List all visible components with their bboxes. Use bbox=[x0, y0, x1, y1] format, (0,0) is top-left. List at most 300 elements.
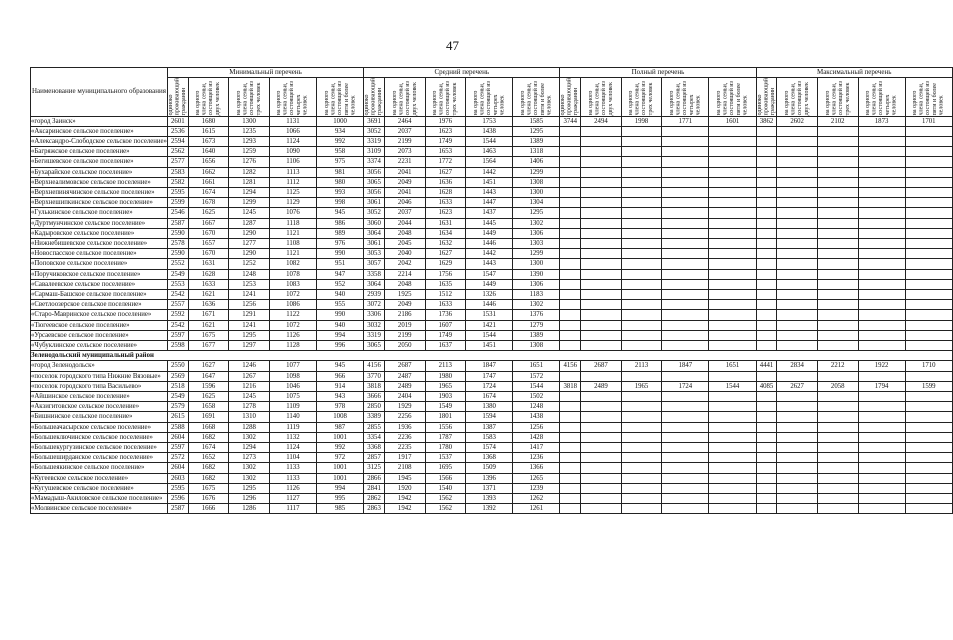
table-cell: 1594 bbox=[466, 412, 513, 422]
table-cell: 1236 bbox=[513, 453, 560, 463]
table-cell bbox=[817, 198, 858, 208]
column-header-label: на одного члена семьи, состоящей из трех человек bbox=[628, 81, 655, 116]
table-cell bbox=[756, 473, 777, 483]
table-cell bbox=[817, 259, 858, 269]
table-cell: 2596 bbox=[167, 494, 188, 504]
table-cell: 1647 bbox=[188, 371, 229, 381]
table-cell bbox=[817, 147, 858, 157]
table-cell: 1583 bbox=[466, 432, 513, 442]
table-cell: 1680 bbox=[188, 116, 229, 126]
table-cell: 2489 bbox=[581, 381, 622, 391]
table-cell: 1140 bbox=[269, 412, 316, 422]
table-cell: 2604 bbox=[167, 432, 188, 442]
table-cell bbox=[709, 228, 756, 238]
table-cell: 2214 bbox=[384, 269, 425, 279]
table-cell: 2049 bbox=[384, 300, 425, 310]
column-header bbox=[364, 78, 385, 116]
table-cell bbox=[756, 198, 777, 208]
table-cell: 1291 bbox=[229, 310, 270, 320]
table-cell bbox=[777, 187, 818, 197]
table-cell: 1674 bbox=[188, 443, 229, 453]
table-cell bbox=[858, 239, 905, 249]
table-cell bbox=[817, 218, 858, 228]
table-cell: 2587 bbox=[167, 218, 188, 228]
table-body bbox=[31, 116, 953, 514]
table-cell: 3064 bbox=[364, 279, 385, 289]
table-cell bbox=[662, 443, 709, 453]
table-cell: 1076 bbox=[269, 208, 316, 218]
table-cell: 4441 bbox=[756, 361, 777, 371]
table-cell bbox=[621, 279, 662, 289]
table-cell: 2236 bbox=[384, 432, 425, 442]
table-cell bbox=[756, 269, 777, 279]
table-cell: 1446 bbox=[466, 300, 513, 310]
table-cell bbox=[817, 473, 858, 483]
table-cell: 1277 bbox=[229, 239, 270, 249]
table-row bbox=[31, 259, 953, 269]
table-row bbox=[31, 290, 953, 300]
table-cell bbox=[756, 371, 777, 381]
table-cell bbox=[756, 218, 777, 228]
table-cell bbox=[621, 249, 662, 259]
table-cell bbox=[905, 126, 952, 136]
table-cell: 1540 bbox=[425, 483, 466, 493]
table-cell bbox=[581, 463, 622, 473]
table-cell bbox=[858, 473, 905, 483]
table-cell: 1428 bbox=[513, 432, 560, 442]
table-cell bbox=[662, 279, 709, 289]
table-cell bbox=[581, 126, 622, 136]
table-cell: 1625 bbox=[188, 208, 229, 218]
table-cell: 2862 bbox=[364, 494, 385, 504]
table-cell: 1245 bbox=[229, 208, 270, 218]
table-cell bbox=[560, 341, 581, 351]
table-cell bbox=[621, 269, 662, 279]
table-cell: 1601 bbox=[709, 116, 756, 126]
table-cell bbox=[581, 228, 622, 238]
table-cell: 1925 bbox=[384, 290, 425, 300]
table-cell: 3691 bbox=[364, 116, 385, 126]
table-cell: 2572 bbox=[167, 453, 188, 463]
table-cell: 4156 bbox=[560, 361, 581, 371]
table-cell: 2590 bbox=[167, 249, 188, 259]
table-cell bbox=[756, 279, 777, 289]
table-cell: 2855 bbox=[364, 422, 385, 432]
column-header bbox=[513, 78, 560, 116]
table-cell: 1121 bbox=[269, 228, 316, 238]
table-cell: 2040 bbox=[384, 249, 425, 259]
table-row bbox=[31, 300, 953, 310]
column-header-label: одиноко проживающий гражданин bbox=[560, 78, 580, 116]
table-cell bbox=[709, 279, 756, 289]
table-cell: 1290 bbox=[229, 249, 270, 259]
table-cell bbox=[858, 157, 905, 167]
table-cell: 1903 bbox=[425, 392, 466, 402]
table-cell: 1235 bbox=[229, 126, 270, 136]
table-cell: 1438 bbox=[466, 126, 513, 136]
group-header-minimal: Минимальный перечень bbox=[167, 68, 363, 78]
table-cell bbox=[709, 392, 756, 402]
table-row bbox=[31, 279, 953, 289]
table-cell bbox=[817, 269, 858, 279]
column-header bbox=[756, 78, 777, 116]
table-cell: 985 bbox=[317, 504, 364, 514]
table-cell bbox=[581, 320, 622, 330]
table-cell: 1297 bbox=[229, 341, 270, 351]
table-cell: 1124 bbox=[269, 443, 316, 453]
table-cell bbox=[817, 320, 858, 330]
table-cell bbox=[777, 177, 818, 187]
table-cell bbox=[905, 432, 952, 442]
table-row bbox=[31, 381, 953, 391]
municipality-name: «Бегишевское сельское поселение» bbox=[31, 157, 168, 167]
table-cell bbox=[560, 320, 581, 330]
table-cell bbox=[581, 432, 622, 442]
table-cell: 1965 bbox=[425, 381, 466, 391]
table-cell bbox=[817, 432, 858, 442]
table-cell: 1670 bbox=[188, 228, 229, 238]
table-cell bbox=[756, 259, 777, 269]
table-cell: 1437 bbox=[466, 208, 513, 218]
municipality-name: «Аксаринское сельское поселение» bbox=[31, 126, 168, 136]
table-cell: 1449 bbox=[466, 228, 513, 238]
table-cell bbox=[905, 290, 952, 300]
column-header-label: на одного члена семьи, состоящей из четырех человек bbox=[472, 81, 506, 116]
table-cell: 976 bbox=[317, 239, 364, 249]
column-header-label: одиноко проживающий гражданин bbox=[756, 78, 776, 116]
table-cell: 2687 bbox=[384, 361, 425, 371]
table-cell: 1326 bbox=[466, 290, 513, 300]
table-cell: 1256 bbox=[513, 422, 560, 432]
table-cell: 1119 bbox=[269, 422, 316, 432]
column-header bbox=[269, 78, 316, 116]
table-cell bbox=[756, 310, 777, 320]
table-row bbox=[31, 371, 953, 381]
table-cell bbox=[560, 167, 581, 177]
table-cell: 1129 bbox=[269, 198, 316, 208]
column-header bbox=[905, 78, 952, 116]
table-cell: 1109 bbox=[269, 402, 316, 412]
table-cell: 1293 bbox=[229, 136, 270, 146]
table-cell bbox=[777, 320, 818, 330]
table-cell bbox=[777, 494, 818, 504]
group-header-maximal: Максимальный перечень bbox=[756, 68, 952, 78]
table-cell: 1286 bbox=[229, 504, 270, 514]
table-cell bbox=[662, 504, 709, 514]
table-cell bbox=[662, 432, 709, 442]
municipality-name: «Молвинское сельское поселение» bbox=[31, 504, 168, 514]
table-cell bbox=[756, 402, 777, 412]
table-cell: 1302 bbox=[229, 473, 270, 483]
table-cell bbox=[560, 483, 581, 493]
table-row bbox=[31, 463, 953, 473]
table-cell bbox=[709, 443, 756, 453]
municipality-name: «Бухарайское сельское поселение» bbox=[31, 167, 168, 177]
table-cell: 2604 bbox=[167, 463, 188, 473]
table-cell: 2601 bbox=[167, 116, 188, 126]
table-cell bbox=[581, 443, 622, 453]
municipality-name: «Большеачасырское сельское поселение» bbox=[31, 422, 168, 432]
table-cell bbox=[560, 177, 581, 187]
table-cell: 1389 bbox=[513, 330, 560, 340]
table-cell: 981 bbox=[317, 167, 364, 177]
table-row bbox=[31, 177, 953, 187]
table-cell bbox=[905, 341, 952, 351]
table-cell bbox=[905, 249, 952, 259]
table-cell bbox=[858, 290, 905, 300]
table-cell: 2518 bbox=[167, 381, 188, 391]
table-cell bbox=[621, 300, 662, 310]
table-cell bbox=[621, 330, 662, 340]
table-cell bbox=[905, 279, 952, 289]
table-cell bbox=[621, 432, 662, 442]
table-cell: 1682 bbox=[188, 463, 229, 473]
table-cell: 3319 bbox=[364, 136, 385, 146]
table-cell: 2037 bbox=[384, 208, 425, 218]
table-row bbox=[31, 453, 953, 463]
table-cell: 1133 bbox=[269, 463, 316, 473]
table-cell: 1295 bbox=[513, 126, 560, 136]
table-cell: 1682 bbox=[188, 473, 229, 483]
table-cell bbox=[858, 320, 905, 330]
table-cell: 1772 bbox=[425, 157, 466, 167]
table-cell: 1652 bbox=[188, 453, 229, 463]
table-cell: 1632 bbox=[425, 239, 466, 249]
table-cell bbox=[817, 453, 858, 463]
table-cell: 3358 bbox=[364, 269, 385, 279]
table-cell bbox=[858, 494, 905, 504]
table-cell: 1668 bbox=[188, 422, 229, 432]
table-cell bbox=[621, 259, 662, 269]
table-cell: 1104 bbox=[269, 453, 316, 463]
table-cell: 1574 bbox=[466, 443, 513, 453]
table-cell: 3125 bbox=[364, 463, 385, 473]
municipality-name: «Кугушевское сельское поселение» bbox=[31, 483, 168, 493]
table-cell bbox=[756, 228, 777, 238]
table-cell bbox=[662, 290, 709, 300]
table-cell bbox=[777, 208, 818, 218]
table-cell bbox=[621, 218, 662, 228]
table-cell: 1273 bbox=[229, 453, 270, 463]
table-cell: 3818 bbox=[364, 381, 385, 391]
table-cell bbox=[756, 147, 777, 157]
table-cell bbox=[817, 371, 858, 381]
table-cell: 1544 bbox=[466, 136, 513, 146]
table-cell: 986 bbox=[317, 218, 364, 228]
table-row bbox=[31, 504, 953, 514]
table-cell bbox=[560, 208, 581, 218]
table-cell: 1463 bbox=[466, 147, 513, 157]
table-cell bbox=[621, 483, 662, 493]
table-cell bbox=[817, 208, 858, 218]
table-cell bbox=[621, 198, 662, 208]
table-cell bbox=[817, 279, 858, 289]
table-cell bbox=[662, 136, 709, 146]
table-cell bbox=[817, 392, 858, 402]
table-cell: 1564 bbox=[466, 157, 513, 167]
table-cell: 1942 bbox=[384, 494, 425, 504]
table-cell: 1306 bbox=[513, 279, 560, 289]
table-cell: 1216 bbox=[229, 381, 270, 391]
table-cell bbox=[709, 177, 756, 187]
table-cell bbox=[662, 473, 709, 483]
table-cell: 2552 bbox=[167, 259, 188, 269]
table-cell bbox=[560, 218, 581, 228]
table-cell: 1117 bbox=[269, 504, 316, 514]
table-cell: 1118 bbox=[269, 218, 316, 228]
column-header-label: одиноко проживающий гражданин bbox=[364, 78, 384, 116]
table-cell: 1108 bbox=[269, 239, 316, 249]
table-cell bbox=[709, 504, 756, 514]
table-cell bbox=[709, 147, 756, 157]
table-cell bbox=[621, 392, 662, 402]
municipality-name: «Поручиковское сельское поселение» bbox=[31, 269, 168, 279]
table-cell: 2578 bbox=[167, 239, 188, 249]
column-header-label: одиноко проживающий гражданин bbox=[167, 78, 188, 116]
table-cell bbox=[905, 453, 952, 463]
table-cell bbox=[817, 187, 858, 197]
table-cell: 3862 bbox=[756, 116, 777, 126]
table-cell bbox=[858, 443, 905, 453]
table-cell bbox=[709, 269, 756, 279]
table-cell: 2597 bbox=[167, 443, 188, 453]
table-cell bbox=[756, 392, 777, 402]
table-cell: 1637 bbox=[425, 341, 466, 351]
table-cell: 1310 bbox=[229, 412, 270, 422]
table-cell: 955 bbox=[317, 300, 364, 310]
table-cell: 1387 bbox=[466, 422, 513, 432]
table-cell bbox=[662, 453, 709, 463]
table-cell bbox=[621, 310, 662, 320]
table-cell bbox=[817, 177, 858, 187]
table-cell: 1629 bbox=[425, 259, 466, 269]
table-cell bbox=[817, 157, 858, 167]
table-cell: 2048 bbox=[384, 279, 425, 289]
table-cell bbox=[560, 228, 581, 238]
table-cell bbox=[905, 443, 952, 453]
table-cell bbox=[560, 402, 581, 412]
table-cell: 1246 bbox=[229, 361, 270, 371]
table-cell: 1126 bbox=[269, 483, 316, 493]
column-header bbox=[581, 78, 622, 116]
table-cell bbox=[621, 228, 662, 238]
table-cell: 3389 bbox=[364, 412, 385, 422]
table-cell bbox=[581, 279, 622, 289]
municipality-name: «Поповское сельское поселение» bbox=[31, 259, 168, 269]
table-cell: 2199 bbox=[384, 136, 425, 146]
table-cell: 3109 bbox=[364, 147, 385, 157]
table-cell: 1267 bbox=[229, 371, 270, 381]
table-cell bbox=[858, 279, 905, 289]
table-cell bbox=[560, 443, 581, 453]
table-cell bbox=[777, 412, 818, 422]
table-cell: 2494 bbox=[581, 116, 622, 126]
table-cell bbox=[662, 463, 709, 473]
column-header bbox=[709, 78, 756, 116]
table-row bbox=[31, 392, 953, 402]
municipality-name: «Кугеевское сельское поселение» bbox=[31, 473, 168, 483]
table-cell: 1046 bbox=[269, 381, 316, 391]
table-cell bbox=[662, 147, 709, 157]
table-cell: 2615 bbox=[167, 412, 188, 422]
table-cell: 2041 bbox=[384, 187, 425, 197]
municipality-name: «Александро-Слободское сельское поселение» bbox=[31, 137, 167, 145]
table-cell bbox=[581, 341, 622, 351]
table-cell bbox=[709, 432, 756, 442]
table-cell bbox=[581, 269, 622, 279]
table-cell bbox=[581, 402, 622, 412]
column-header-label: на одного члена семьи, состоящей из двух человек bbox=[391, 81, 418, 116]
table-cell: 1607 bbox=[425, 320, 466, 330]
table-cell bbox=[709, 208, 756, 218]
table-cell bbox=[858, 310, 905, 320]
table-cell bbox=[777, 402, 818, 412]
table-cell: 1945 bbox=[384, 473, 425, 483]
table-cell: 1438 bbox=[513, 412, 560, 422]
table-cell bbox=[905, 330, 952, 340]
table-cell bbox=[581, 310, 622, 320]
table-cell: 1502 bbox=[513, 392, 560, 402]
municipality-name: «город Зеленодольск» bbox=[31, 361, 168, 371]
table-cell: 1512 bbox=[425, 290, 466, 300]
table-cell: 1544 bbox=[466, 330, 513, 340]
table-cell bbox=[777, 269, 818, 279]
table-cell: 1621 bbox=[188, 320, 229, 330]
table-cell bbox=[709, 290, 756, 300]
table-cell: 3057 bbox=[364, 259, 385, 269]
table-cell: 1631 bbox=[425, 218, 466, 228]
table-cell bbox=[560, 504, 581, 514]
table-row bbox=[31, 116, 953, 126]
table-cell bbox=[560, 126, 581, 136]
table-cell bbox=[777, 483, 818, 493]
table-cell bbox=[756, 126, 777, 136]
table-row bbox=[31, 310, 953, 320]
table-cell: 1295 bbox=[229, 330, 270, 340]
table-cell: 1531 bbox=[466, 310, 513, 320]
table-cell: 1389 bbox=[513, 136, 560, 146]
table-cell bbox=[621, 341, 662, 351]
table-cell: 996 bbox=[317, 341, 364, 351]
table-cell: 3770 bbox=[364, 371, 385, 381]
table-cell: 3065 bbox=[364, 341, 385, 351]
table-cell bbox=[581, 167, 622, 177]
table-cell: 1556 bbox=[425, 422, 466, 432]
table-cell bbox=[756, 422, 777, 432]
municipality-name: «Светлоозерское сельское поселение» bbox=[31, 300, 168, 310]
table-cell: 2058 bbox=[817, 381, 858, 391]
table-cell: 2549 bbox=[167, 269, 188, 279]
table-cell bbox=[709, 167, 756, 177]
table-cell: 945 bbox=[317, 361, 364, 371]
table-cell bbox=[777, 300, 818, 310]
table-cell: 940 bbox=[317, 290, 364, 300]
table-cell: 1290 bbox=[229, 228, 270, 238]
table-cell bbox=[858, 228, 905, 238]
column-header bbox=[858, 78, 905, 116]
table-cell bbox=[581, 187, 622, 197]
table-cell: 3818 bbox=[560, 381, 581, 391]
table-cell bbox=[581, 259, 622, 269]
table-cell bbox=[905, 392, 952, 402]
table-cell bbox=[817, 483, 858, 493]
table-cell bbox=[858, 218, 905, 228]
table-cell: 1390 bbox=[513, 269, 560, 279]
table-cell bbox=[560, 432, 581, 442]
section-title: Зеленодольский муниципальный район bbox=[31, 351, 953, 361]
table-cell bbox=[756, 494, 777, 504]
table-cell: 3052 bbox=[364, 208, 385, 218]
